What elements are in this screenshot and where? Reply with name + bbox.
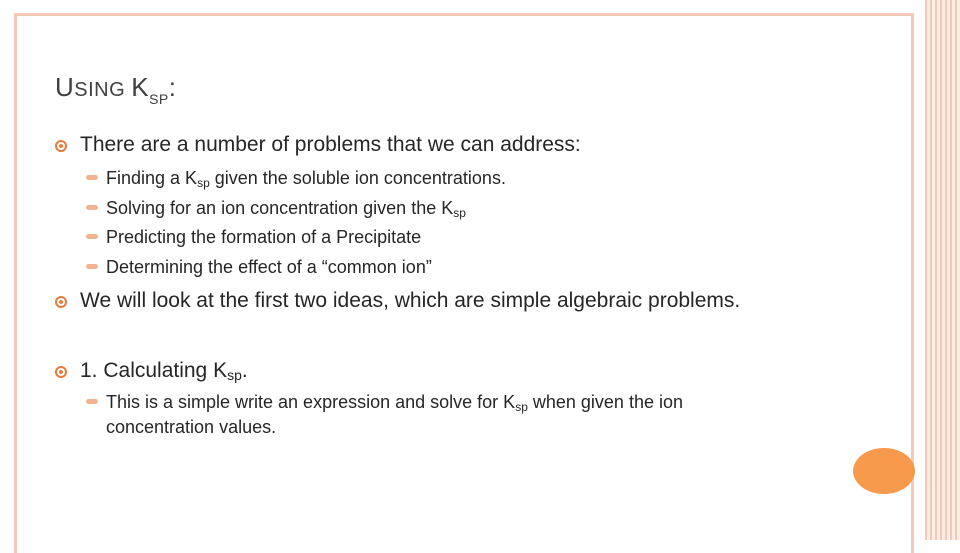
title-initial: U — [55, 72, 75, 102]
title-subscript: SP — [149, 91, 169, 107]
title-rest: SING — [74, 79, 132, 101]
sub-bullet-text-line2: concentration values. — [106, 417, 277, 437]
ksp-subscript: sp — [227, 367, 242, 383]
sub-bullet-icon — [86, 399, 98, 404]
sub-bullet-icon — [86, 234, 98, 239]
decorative-orb — [853, 448, 915, 494]
sub-bullet-item — [106, 168, 506, 190]
sub-bullet-item — [106, 227, 421, 248]
sub-bullet-text: Finding a K — [106, 168, 198, 188]
bullet-text: 1. Calculating K — [80, 359, 228, 382]
bullet-item — [80, 133, 581, 157]
decorative-stripes — [925, 0, 960, 540]
ksp-subscript: sp — [453, 206, 466, 220]
bullet-item — [80, 289, 740, 313]
sub-bullet-text-end: when given the ion — [527, 392, 683, 412]
sub-bullet-item — [106, 198, 466, 220]
sub-bullet-icon — [86, 264, 98, 269]
slide-title — [55, 72, 177, 107]
title-colon: : — [168, 72, 177, 102]
sub-bullet-icon — [86, 205, 98, 210]
bullet-text-end: . — [241, 359, 248, 382]
ksp-subscript: sp — [515, 400, 528, 414]
sub-bullet-item — [106, 257, 432, 278]
bullet-text: There are a number of problems that we can address: — [80, 133, 581, 156]
bullet-icon — [55, 366, 67, 378]
title-k: K — [131, 72, 150, 102]
sub-bullet-text: Predicting the formation of a Precipitate — [106, 227, 422, 247]
sub-bullet-item — [106, 392, 683, 414]
sub-bullet-text-end: given the soluble ion concentrations. — [209, 168, 506, 188]
sub-bullet-icon — [86, 175, 98, 180]
sub-bullet-text: Determining the effect of a “common ion” — [106, 257, 432, 277]
ksp-subscript: sp — [197, 176, 210, 190]
sub-bullet-continuation — [106, 417, 276, 438]
bullet-icon — [55, 140, 67, 152]
bullet-icon — [55, 296, 67, 308]
bullet-item — [80, 359, 248, 383]
sub-bullet-text: This is a simple write an expression and solve for K — [106, 392, 516, 412]
sub-bullet-text: Solving for an ion concentration given the K — [106, 198, 454, 218]
bullet-text: We will look at the first two ideas, which are simple algebraic problems. — [80, 289, 741, 312]
